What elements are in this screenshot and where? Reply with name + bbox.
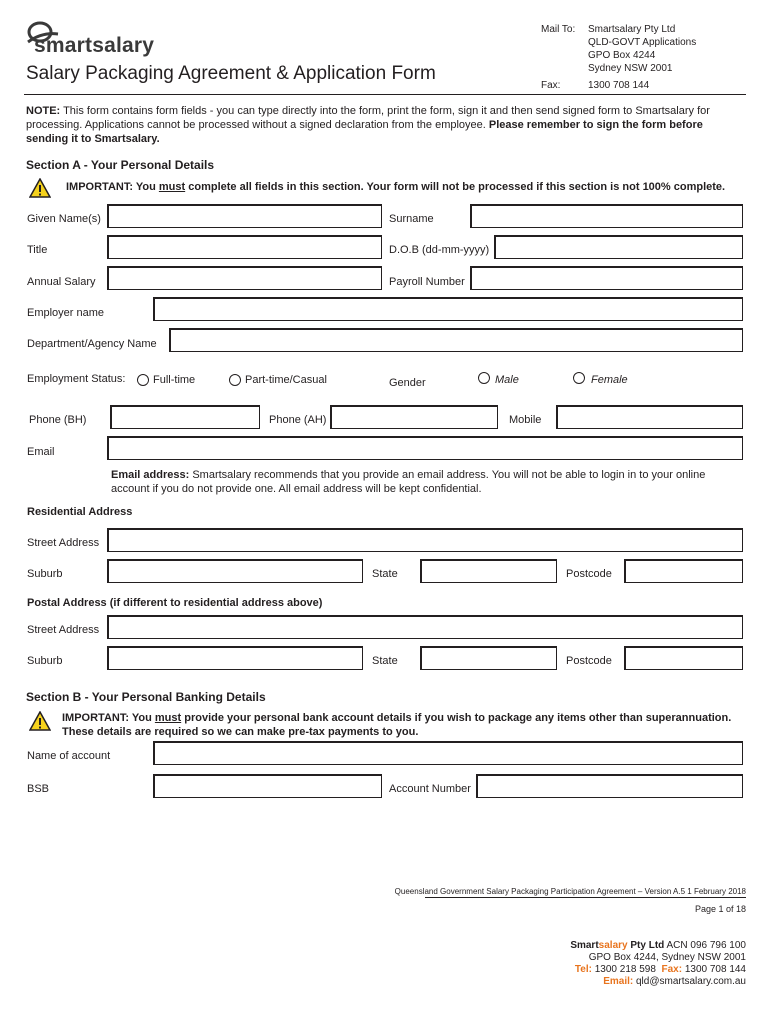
phone-ah-label: Phone (AH) <box>269 414 327 426</box>
employer-name-input[interactable] <box>153 297 743 321</box>
postal-suburb-label: Suburb <box>27 655 63 667</box>
account-number-input[interactable] <box>476 774 743 798</box>
company-acn: ACN 096 796 100 <box>664 940 746 951</box>
street-address-label: Street Address <box>27 537 100 549</box>
state-label: State <box>372 568 398 580</box>
email-value-footer: qld@smartsalary.com.au <box>633 976 746 987</box>
bsb-input[interactable] <box>153 774 382 798</box>
name-of-account-input[interactable] <box>153 741 743 765</box>
important-line2: These details are required so we can make pre-tax payments to you. <box>62 726 419 738</box>
postal-postcode-input[interactable] <box>624 646 743 670</box>
payroll-number-input[interactable] <box>470 266 743 290</box>
phone-ah-input[interactable] <box>330 405 498 429</box>
important-must: must <box>154 712 182 724</box>
male-radio[interactable] <box>478 372 490 384</box>
note-label: NOTE: <box>26 105 61 117</box>
footer-address: GPO Box 4244, Sydney NSW 2001 <box>588 952 746 963</box>
dob-label: D.O.B (dd-mm-yyyy) <box>389 244 490 256</box>
footer-fax-label: Fax: <box>661 964 683 975</box>
employer-name-label: Employer name <box>27 307 105 319</box>
section-a-important <box>66 181 725 193</box>
postal-state-label: State <box>372 655 398 667</box>
important-text: provide your personal bank account details if you wish to package any items other than superannuation. <box>181 712 732 724</box>
email-input[interactable] <box>107 436 743 460</box>
page-number: Page 1 of 18 <box>694 904 746 914</box>
company-salary: salary <box>598 940 628 951</box>
title-input[interactable] <box>107 235 382 259</box>
fax-value: 1300 708 144 <box>588 80 650 91</box>
given-names-input[interactable] <box>107 204 382 228</box>
footer-fax-value: 1300 708 144 <box>682 964 746 975</box>
company-smart: Smart <box>570 940 599 951</box>
postal-postcode-label: Postcode <box>566 655 612 667</box>
logo <box>24 20 174 60</box>
full-time-label: Full-time <box>153 374 196 386</box>
mail-to-label: Mail To: <box>541 24 576 35</box>
important-text: complete all fields in this section. Your form will not be processed if this section is not 100% complete. <box>185 181 726 193</box>
part-time-radio[interactable] <box>229 374 241 386</box>
female-label: Female <box>591 374 628 386</box>
suburb-input[interactable] <box>107 559 363 583</box>
email-note-label: Email address: <box>111 469 190 481</box>
title-label: Title <box>27 244 48 256</box>
full-time-radio[interactable] <box>137 374 149 386</box>
warning-icon <box>29 711 51 731</box>
mail-line: GPO Box 4244 <box>588 50 656 61</box>
warning-icon <box>29 178 51 198</box>
postal-state-input[interactable] <box>420 646 557 670</box>
phone-bh-input[interactable] <box>110 405 260 429</box>
gender-label: Gender <box>389 377 426 389</box>
note-bold-tail: Please remember to sign the form before sending it to Smartsalary. <box>26 119 703 145</box>
footer-contact <box>575 964 746 976</box>
surname-label: Surname <box>389 213 434 225</box>
name-of-account-label: Name of account <box>27 750 111 762</box>
mail-line: QLD-GOVT Applications <box>588 37 697 48</box>
footer-email <box>603 976 746 988</box>
tel-value: 1300 218 598 <box>591 964 656 975</box>
postal-suburb-input[interactable] <box>107 646 363 670</box>
company-rest: Pty Ltd <box>627 940 665 951</box>
postcode-label: Postcode <box>566 568 612 580</box>
section-b-important <box>62 711 731 739</box>
mobile-input[interactable] <box>556 405 743 429</box>
phone-bh-label: Phone (BH) <box>29 414 87 426</box>
email-note-text: Smartsalary recommends that you provide an email address. You will not be able to login in to your online account if you do not provide one. All email address will be kept confidential. <box>111 469 706 495</box>
email-note <box>111 468 746 496</box>
page-title: Salary Packaging Agreement & Application Form <box>26 63 436 84</box>
header-divider <box>24 94 746 95</box>
payroll-number-label: Payroll Number <box>389 276 465 288</box>
surname-input[interactable] <box>470 204 743 228</box>
department-label: Department/Agency Name <box>27 338 157 350</box>
postal-heading: Postal Address (if different to residential address above) <box>27 597 323 609</box>
section-b-title: Section B - Your Personal Banking Details <box>26 690 266 704</box>
postal-street-input[interactable] <box>107 615 743 639</box>
footer-company <box>570 940 746 952</box>
part-time-label: Part-time/Casual <box>245 374 327 386</box>
section-a-title: Section A - Your Personal Details <box>26 158 215 172</box>
note-paragraph <box>26 104 726 146</box>
employment-status-label: Employment Status: <box>27 373 126 385</box>
important-must: must <box>158 181 186 193</box>
note-text: This form contains form fields - you can type directly into the form, print the form, sign it and then send signed form to Smartsalary for processing. Applications cannot be processed without a signed declaration from the employee. <box>26 105 710 131</box>
logo-text: smartsalary <box>34 34 155 57</box>
male-label: Male <box>495 374 519 386</box>
suburb-label: Suburb <box>27 568 63 580</box>
mobile-label: Mobile <box>509 414 542 426</box>
bsb-label: BSB <box>27 783 50 795</box>
annual-salary-input[interactable] <box>107 266 382 290</box>
footer-agreement: Queensland Government Salary Packaging Participation Agreement – Version A.5 1 February 2018 <box>394 887 746 896</box>
footer-divider <box>425 897 746 898</box>
tel-label: Tel: <box>574 964 592 975</box>
annual-salary-label: Annual Salary <box>27 276 96 288</box>
given-names-label: Given Name(s) <box>27 213 101 225</box>
dob-input[interactable] <box>494 235 743 259</box>
mail-address <box>588 23 696 75</box>
important-label: IMPORTANT: You <box>62 712 155 724</box>
state-input[interactable] <box>420 559 557 583</box>
important-label: IMPORTANT: You <box>66 181 159 193</box>
department-input[interactable] <box>169 328 743 352</box>
postcode-input[interactable] <box>624 559 743 583</box>
fax-label: Fax: <box>541 80 561 91</box>
mail-line: Smartsalary Pty Ltd <box>588 24 676 35</box>
email-label-footer: Email: <box>603 976 634 987</box>
street-address-input[interactable] <box>107 528 743 552</box>
mail-line: Sydney NSW 2001 <box>588 63 673 74</box>
email-label: Email <box>27 446 55 458</box>
female-radio[interactable] <box>573 372 585 384</box>
postal-street-label: Street Address <box>27 624 100 636</box>
account-number-label: Account Number <box>389 783 471 795</box>
residential-heading: Residential Address <box>27 506 133 518</box>
